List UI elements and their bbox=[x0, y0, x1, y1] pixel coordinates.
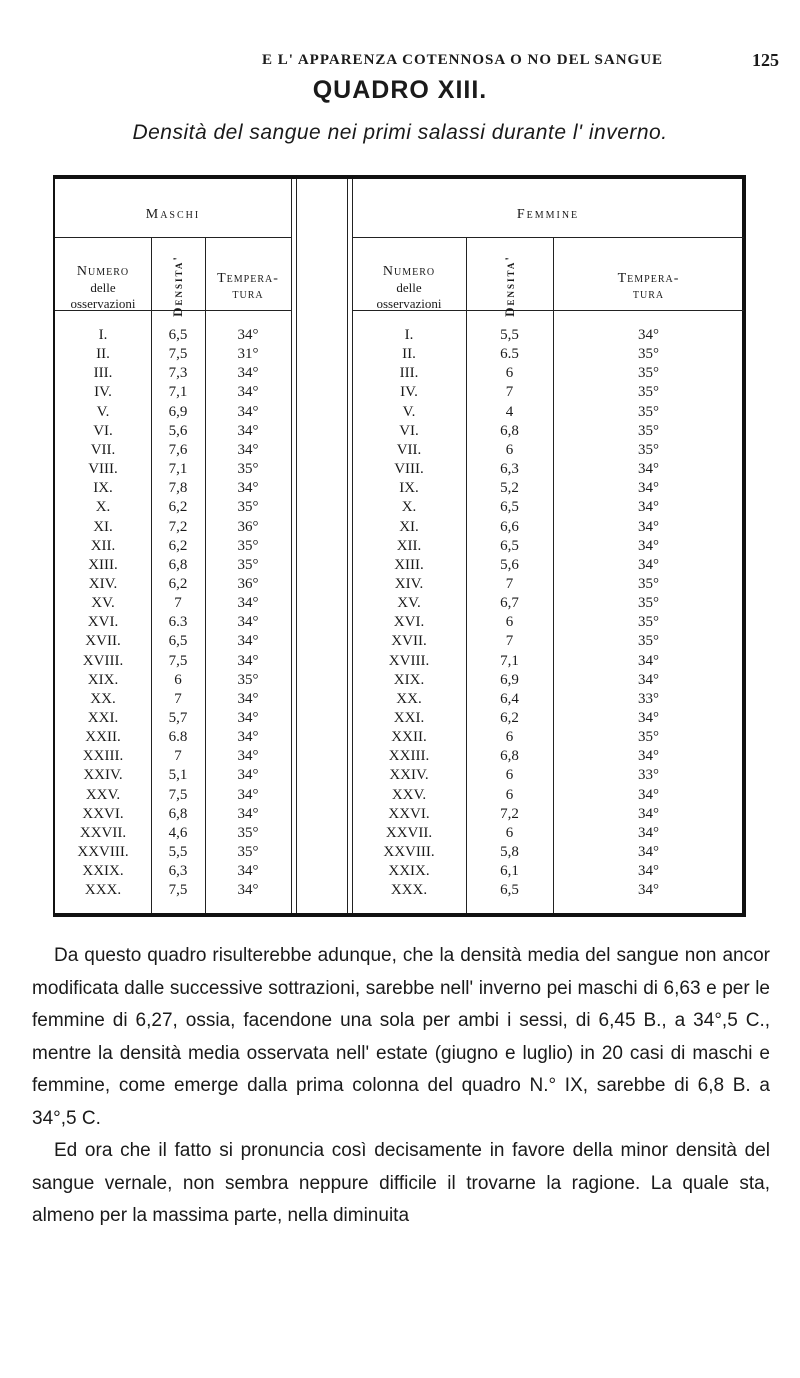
cell-numero: XV. bbox=[397, 595, 421, 612]
cell-densita: 7,5 bbox=[168, 786, 188, 803]
cell-densita: 7,1 bbox=[168, 384, 188, 401]
cell-temperatura: 35° bbox=[638, 365, 659, 382]
column-heading-line: tura bbox=[632, 287, 665, 302]
cell-temperatura: 35° bbox=[638, 346, 659, 363]
cell-numero: V. bbox=[402, 403, 416, 420]
table-row bbox=[55, 574, 742, 594]
cell-numero: XXVI. bbox=[82, 805, 124, 822]
cell-temperatura: 34° bbox=[638, 824, 659, 841]
cell-densita: 5,1 bbox=[168, 767, 188, 784]
cell-densita: 6,5 bbox=[168, 327, 188, 343]
cell-temperatura: 35° bbox=[237, 556, 259, 573]
column-heading-line: osservazioni bbox=[70, 296, 136, 311]
cell-numero: XXX. bbox=[84, 882, 122, 899]
table-caption: Densità del sangue nei primi salassi durante l' inverno. bbox=[132, 121, 668, 144]
cell-temperatura: 35° bbox=[237, 844, 259, 861]
cell-temperatura: 35° bbox=[638, 403, 659, 420]
cell-temperatura: 33° bbox=[638, 690, 659, 707]
cell-densita: 6 bbox=[505, 767, 514, 784]
cell-numero: XXVI. bbox=[388, 805, 430, 822]
cell-densita: 6,8 bbox=[168, 556, 188, 573]
cell-densita: 5,2 bbox=[500, 480, 519, 497]
cell-numero: XIII. bbox=[394, 556, 424, 573]
cell-densita: 6,5 bbox=[500, 499, 519, 516]
cell-numero: XXI. bbox=[393, 710, 425, 726]
cell-densita: 7,1 bbox=[500, 652, 519, 669]
cell-temperatura: 34° bbox=[638, 748, 659, 765]
cell-temperatura: 35° bbox=[638, 384, 659, 401]
cell-numero: XIX. bbox=[393, 671, 425, 688]
cell-temperatura: 35° bbox=[237, 824, 259, 841]
cell-temperatura: 34° bbox=[237, 365, 259, 382]
cell-temperatura: 36° bbox=[237, 518, 259, 535]
cell-densita: 6,7 bbox=[500, 595, 519, 612]
cell-temperatura: 34° bbox=[237, 863, 259, 880]
cell-temperatura: 34° bbox=[237, 748, 259, 765]
cell-densita: 6,4 bbox=[500, 690, 519, 707]
cell-numero: XXII. bbox=[391, 729, 427, 746]
cell-temperatura: 34° bbox=[237, 384, 259, 401]
cell-densita: 6 bbox=[505, 824, 514, 841]
cell-temperatura: 35° bbox=[638, 614, 659, 631]
cell-densita: 6,2 bbox=[168, 537, 188, 554]
cell-numero: VI. bbox=[93, 422, 113, 439]
cell-numero: XII. bbox=[396, 537, 422, 554]
table-row bbox=[55, 497, 742, 517]
table-row bbox=[55, 382, 742, 402]
cell-numero: XXVII. bbox=[385, 824, 433, 841]
table-row bbox=[55, 765, 742, 785]
cell-numero: XXIII. bbox=[388, 748, 430, 765]
cell-temperatura: 34° bbox=[638, 537, 659, 554]
running-head-text: E L' APPARENZA COTENNOSA O NO DEL SANGUE bbox=[262, 52, 664, 68]
table-row bbox=[55, 555, 742, 575]
table-row bbox=[55, 746, 742, 766]
cell-temperatura: 34° bbox=[237, 441, 259, 458]
column-heading-line: Numero bbox=[76, 264, 130, 279]
cell-temperatura: 34° bbox=[638, 327, 659, 343]
cell-densita: 6 bbox=[505, 614, 514, 631]
cell-numero: II. bbox=[402, 346, 416, 363]
cell-temperatura: 34° bbox=[638, 882, 659, 899]
cell-densita: 7,6 bbox=[168, 441, 188, 458]
cell-temperatura: 34° bbox=[638, 863, 659, 880]
running-head bbox=[0, 46, 800, 76]
cell-numero: III. bbox=[93, 365, 113, 382]
cell-numero: XI. bbox=[399, 518, 419, 535]
cell-densita: 7,5 bbox=[168, 346, 188, 363]
table-row bbox=[55, 459, 742, 479]
cell-temperatura: 34° bbox=[237, 690, 259, 707]
column-heading-numero bbox=[55, 264, 151, 312]
cell-densita: 4,6 bbox=[168, 824, 188, 841]
cell-temperatura: 34° bbox=[237, 710, 259, 726]
column-heading-line: Tempera- bbox=[617, 271, 680, 286]
cell-densita: 7 bbox=[505, 633, 514, 650]
cell-numero: XXIV. bbox=[83, 767, 123, 784]
table-row bbox=[55, 842, 742, 862]
rule-horizontal bbox=[55, 237, 291, 238]
cell-densita: 7,3 bbox=[168, 365, 188, 382]
cell-temperatura: 35° bbox=[237, 499, 259, 516]
cell-densita: 6.5 bbox=[500, 346, 519, 363]
cell-densita: 6 bbox=[505, 441, 514, 458]
paragraph: Ed ora che il fatto si pronuncia così decisamente in favore della minor densità del sangue vernale, non sembra neppure difficile il trovarne la ragione. La quale sta, almeno per la massima parte, nella diminuita bbox=[32, 1140, 770, 1226]
cell-temperatura: 35° bbox=[638, 729, 659, 746]
table-row bbox=[55, 612, 742, 632]
cell-densita: 6.8 bbox=[168, 729, 188, 746]
cell-numero: XIX. bbox=[87, 671, 119, 688]
cell-densita: 6,8 bbox=[500, 422, 519, 439]
column-heading-line: Numero bbox=[382, 264, 436, 279]
table-row bbox=[55, 651, 742, 671]
cell-numero: XI. bbox=[93, 518, 113, 535]
cell-temperatura: 35° bbox=[237, 671, 259, 688]
cell-temperatura: 34° bbox=[638, 652, 659, 669]
table-row bbox=[55, 593, 742, 613]
cell-densita: 5,6 bbox=[168, 422, 188, 439]
cell-numero: XVI. bbox=[393, 614, 425, 631]
cell-numero: XX. bbox=[90, 690, 116, 707]
cell-numero: XVIII. bbox=[388, 652, 430, 669]
cell-numero: XVII. bbox=[391, 633, 427, 650]
cell-numero: II. bbox=[96, 346, 110, 363]
table-row bbox=[55, 536, 742, 556]
column-heading-line: delle bbox=[90, 280, 116, 295]
column-heading-densita: Densita' bbox=[502, 255, 517, 317]
paragraph: Da questo quadro risulterebbe adunque, che la densità media del sangue non ancor modificata dalle successive sottrazioni, sarebbe nell' inverno pei maschi di 6,63 e per le femmine di 6,27, ossia, facendone una sola per ambi i sessi, di 6,45 B., a 34°,5 C., mentre la densità media osservata nell' estate (giugno e luglio) in 20 casi di maschi e femmine, come emerge dalla prima colonna del quadro N.° IX, sarebbe di 6,8 B. a 34°,5 C. bbox=[32, 945, 770, 1129]
cell-temperatura: 34° bbox=[638, 710, 659, 726]
table-row bbox=[55, 689, 742, 709]
cell-temperatura: 34° bbox=[638, 844, 659, 861]
cell-densita: 7 bbox=[174, 690, 182, 707]
cell-numero: XXII. bbox=[85, 729, 121, 746]
cell-densita: 6,3 bbox=[168, 863, 188, 880]
cell-temperatura: 36° bbox=[237, 575, 259, 592]
cell-numero: III. bbox=[399, 365, 419, 382]
cell-numero: XXVII. bbox=[79, 824, 127, 841]
group-heading-maschi: Maschi bbox=[145, 207, 201, 222]
cell-numero: VII. bbox=[396, 441, 422, 458]
cell-temperatura: 34° bbox=[638, 518, 659, 535]
cell-temperatura: 35° bbox=[638, 575, 659, 592]
column-heading-line: tura bbox=[232, 287, 264, 302]
cell-densita: 7 bbox=[174, 595, 182, 612]
cell-numero: XV. bbox=[91, 595, 115, 612]
table-row bbox=[55, 804, 742, 824]
cell-temperatura: 34° bbox=[237, 422, 259, 439]
cell-numero: X. bbox=[95, 499, 111, 516]
column-heading-line: Tempera- bbox=[217, 271, 279, 286]
table-row bbox=[55, 517, 742, 537]
cell-densita: 5,6 bbox=[500, 556, 519, 573]
cell-densita: 6,5 bbox=[168, 633, 188, 650]
cell-temperatura: 34° bbox=[237, 633, 259, 650]
cell-numero: XXIX. bbox=[82, 863, 124, 880]
table-row bbox=[55, 785, 742, 805]
cell-densita: 7 bbox=[174, 748, 182, 765]
cell-numero: XIV. bbox=[88, 575, 118, 592]
cell-densita: 5,8 bbox=[500, 844, 519, 861]
cell-numero: V. bbox=[96, 403, 110, 420]
column-heading-densita: Densita' bbox=[170, 255, 185, 317]
cell-temperatura: 34° bbox=[237, 652, 259, 669]
cell-densita: 7,5 bbox=[168, 882, 188, 899]
column-heading-line: osservazioni bbox=[376, 296, 442, 311]
cell-numero: XXVIII. bbox=[77, 844, 129, 861]
cell-temperatura: 34° bbox=[237, 480, 259, 497]
cell-densita: 6,2 bbox=[168, 575, 188, 592]
cell-numero: X. bbox=[401, 499, 417, 516]
table-row bbox=[55, 823, 742, 843]
table-row bbox=[55, 421, 742, 441]
cell-densita: 7 bbox=[505, 384, 514, 401]
cell-densita: 6,5 bbox=[500, 537, 519, 554]
cell-densita: 6,8 bbox=[500, 748, 519, 765]
cell-densita: 6,5 bbox=[500, 882, 519, 899]
cell-numero: XXI. bbox=[87, 710, 119, 726]
cell-temperatura: 35° bbox=[638, 595, 659, 612]
cell-densita: 6,8 bbox=[168, 805, 188, 822]
cell-numero: IX. bbox=[399, 480, 419, 497]
cell-numero: XXV. bbox=[85, 786, 121, 803]
table-row bbox=[55, 402, 742, 422]
cell-numero: XIV. bbox=[394, 575, 424, 592]
column-heading-temperatura bbox=[553, 271, 744, 303]
cell-temperatura: 34° bbox=[237, 805, 259, 822]
cell-densita: 7,2 bbox=[500, 805, 519, 822]
cell-densita: 6 bbox=[505, 786, 514, 803]
cell-temperatura: 34° bbox=[237, 327, 259, 343]
cell-temperatura: 34° bbox=[237, 403, 259, 420]
table-row bbox=[55, 670, 742, 690]
cell-numero: IV. bbox=[94, 384, 112, 401]
cell-numero: XVIII. bbox=[82, 652, 124, 669]
cell-densita: 6,2 bbox=[168, 499, 188, 516]
cell-numero: XXIX. bbox=[388, 863, 430, 880]
cell-numero: VII. bbox=[90, 441, 116, 458]
cell-temperatura: 34° bbox=[237, 595, 259, 612]
cell-numero: XVII. bbox=[85, 633, 121, 650]
cell-temperatura: 31° bbox=[237, 346, 259, 363]
cell-densita: 5,5 bbox=[168, 844, 188, 861]
table-row bbox=[55, 344, 742, 364]
cell-densita: 6 bbox=[505, 729, 514, 746]
cell-densita: 7 bbox=[505, 575, 514, 592]
cell-densita: 4 bbox=[505, 403, 514, 420]
cell-numero: XVI. bbox=[87, 614, 119, 631]
cell-densita: 6.3 bbox=[168, 614, 188, 631]
cell-densita: 6,2 bbox=[500, 710, 519, 726]
cell-temperatura: 34° bbox=[638, 556, 659, 573]
cell-numero: XXIII. bbox=[82, 748, 124, 765]
table-number-title: QUADRO XIII. bbox=[312, 76, 488, 104]
table-row bbox=[55, 440, 742, 460]
cell-numero: XXV. bbox=[391, 786, 427, 803]
table-row bbox=[55, 708, 742, 728]
cell-numero: XIII. bbox=[88, 556, 118, 573]
cell-numero: IX. bbox=[93, 480, 113, 497]
cell-temperatura: 34° bbox=[237, 882, 259, 899]
table-row bbox=[55, 363, 742, 383]
table-row bbox=[55, 478, 742, 498]
cell-numero: VIII. bbox=[394, 461, 424, 478]
cell-temperatura: 34° bbox=[237, 786, 259, 803]
cell-numero: XXVIII. bbox=[383, 844, 435, 861]
column-heading-temperatura bbox=[205, 271, 291, 303]
cell-densita: 5,7 bbox=[168, 710, 188, 726]
cell-numero: XXIV. bbox=[389, 767, 429, 784]
cell-temperatura: 35° bbox=[638, 422, 659, 439]
table-row bbox=[55, 880, 742, 900]
table-row bbox=[55, 325, 742, 345]
density-table bbox=[53, 175, 746, 917]
cell-temperatura: 35° bbox=[638, 633, 659, 650]
cell-densita: 6,3 bbox=[500, 461, 519, 478]
group-heading-femmine: Femmine bbox=[516, 207, 580, 222]
cell-temperatura: 34° bbox=[638, 805, 659, 822]
cell-temperatura: 34° bbox=[638, 499, 659, 516]
cell-numero: VIII. bbox=[88, 461, 118, 478]
cell-temperatura: 34° bbox=[237, 729, 259, 746]
cell-numero: XX. bbox=[396, 690, 422, 707]
cell-densita: 6,1 bbox=[500, 863, 519, 880]
cell-numero: IV. bbox=[400, 384, 418, 401]
cell-densita: 6 bbox=[505, 365, 514, 382]
cell-temperatura: 34° bbox=[638, 461, 659, 478]
cell-densita: 6,9 bbox=[168, 403, 188, 420]
cell-numero: XXX. bbox=[390, 882, 428, 899]
cell-densita: 7,8 bbox=[168, 480, 188, 497]
column-heading-numero bbox=[352, 264, 466, 312]
cell-numero: XII. bbox=[90, 537, 116, 554]
cell-temperatura: 34° bbox=[237, 767, 259, 784]
cell-temperatura: 34° bbox=[638, 480, 659, 497]
cell-densita: 6,6 bbox=[500, 518, 519, 535]
cell-temperatura: 33° bbox=[638, 767, 659, 784]
page-number: 125 bbox=[752, 50, 779, 70]
table-row bbox=[55, 861, 742, 881]
cell-densita: 5,5 bbox=[500, 327, 519, 343]
cell-numero: I. bbox=[98, 327, 108, 343]
table-row bbox=[55, 727, 742, 747]
cell-densita: 7,2 bbox=[168, 518, 188, 535]
cell-temperatura: 34° bbox=[638, 786, 659, 803]
body-text bbox=[32, 940, 770, 1233]
cell-densita: 6,9 bbox=[500, 671, 519, 688]
cell-densita: 7,5 bbox=[168, 652, 188, 669]
table-row bbox=[55, 631, 742, 651]
cell-temperatura: 35° bbox=[237, 537, 259, 554]
cell-temperatura: 34° bbox=[237, 614, 259, 631]
cell-numero: I. bbox=[404, 327, 414, 343]
cell-temperatura: 35° bbox=[237, 461, 259, 478]
cell-temperatura: 34° bbox=[638, 671, 659, 688]
cell-densita: 6 bbox=[174, 671, 182, 688]
rule-horizontal bbox=[352, 237, 744, 238]
cell-numero: VI. bbox=[399, 422, 419, 439]
column-heading-line: delle bbox=[396, 280, 422, 295]
cell-densita: 7,1 bbox=[168, 461, 188, 478]
cell-temperatura: 35° bbox=[638, 441, 659, 458]
